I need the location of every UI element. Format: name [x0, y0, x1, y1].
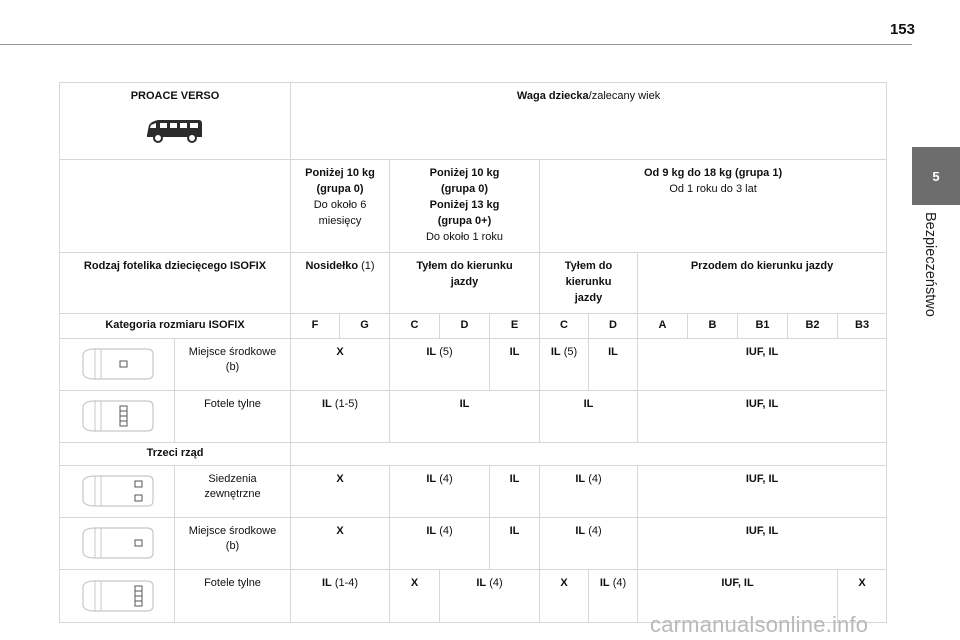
compat-value: IL	[426, 524, 437, 537]
compat-note: (4)	[585, 524, 602, 537]
table-row	[60, 465, 887, 517]
compat-cell	[390, 517, 490, 569]
watermark: carmanualsonline.info	[650, 612, 869, 637]
group-text: Poniżej 13 kg	[429, 198, 500, 211]
compat-value: IL	[550, 345, 561, 358]
compat-cell: IUF, IL	[638, 338, 887, 390]
group-text: Do około 1 roku	[425, 230, 504, 243]
seat-position-text: (b)	[225, 361, 240, 374]
compat-note: (4)	[436, 472, 453, 485]
chapter-title: Bezpieczeństwo	[922, 212, 938, 317]
compat-cell: IL	[490, 465, 540, 517]
seat-diagram-cell	[60, 517, 175, 569]
table-row	[60, 83, 887, 160]
weight-label-rest: /zalecany wiek	[588, 90, 661, 102]
compat-cell	[390, 338, 490, 390]
size-class-code: E	[490, 313, 540, 338]
seat-position-label	[175, 338, 291, 390]
compat-cell	[291, 569, 390, 622]
group-0plus-cell	[390, 160, 540, 253]
rear-facing-cell	[390, 252, 540, 313]
compat-note: (5)	[560, 345, 578, 358]
group-text: Poniżej 10 kg	[305, 167, 375, 179]
seat-position-label	[175, 465, 291, 517]
table-row	[60, 160, 887, 253]
size-class-label: Kategoria rozmiaru ISOFIX	[60, 313, 291, 338]
compat-value: IL	[575, 472, 586, 485]
compat-value: IL	[575, 524, 586, 537]
seat-position-label	[175, 517, 291, 569]
group-text: miesięcy	[318, 214, 362, 227]
compat-cell: IUF, IL	[638, 465, 887, 517]
weight-header-cell	[291, 83, 887, 160]
seat-type-label: Rodzaj fotelika dziecięcego ISOFIX	[60, 252, 291, 313]
compat-note: (5)	[436, 345, 453, 358]
size-class-code: G	[340, 313, 390, 338]
seat-diagram-cell	[60, 390, 175, 442]
header-rule	[0, 44, 912, 45]
seat-type-text: Tyłem do	[564, 259, 613, 272]
group-text: Poniżej 10 kg	[429, 167, 500, 179]
seat-type-note: (1)	[358, 259, 375, 272]
seat-type-text: jazdy	[450, 275, 479, 288]
compat-cell: IL	[589, 338, 638, 390]
table-row	[60, 442, 887, 465]
seat-diagram-cell	[60, 338, 175, 390]
compat-cell	[540, 465, 638, 517]
seat-position-text: Siedzenia	[208, 472, 257, 485]
table-row	[60, 252, 887, 313]
size-class-code: B	[688, 313, 738, 338]
empty-cell	[60, 160, 291, 253]
size-class-code: B2	[788, 313, 838, 338]
chapter-tab[interactable]	[912, 147, 960, 205]
seat-diagram-cell	[60, 465, 175, 517]
compat-cell	[291, 390, 390, 442]
table-row	[60, 338, 887, 390]
third-row-label: Trzeci rząd	[60, 442, 291, 465]
model-cell	[60, 83, 291, 160]
model-name: PROACE VERSO	[130, 90, 220, 102]
compat-cell: X	[390, 569, 440, 622]
compat-cell: X	[838, 569, 887, 622]
compat-cell	[540, 338, 589, 390]
compat-cell: IL	[390, 390, 540, 442]
group-text: (grupa 0+)	[437, 214, 492, 227]
seat-diagram-icon	[77, 578, 157, 614]
size-class-code: C	[390, 313, 440, 338]
carrycot-cell	[291, 252, 390, 313]
size-class-code: C	[540, 313, 589, 338]
empty-cell	[291, 442, 887, 465]
group-1-cell	[540, 160, 887, 253]
seat-position-text: zewnętrzne	[204, 488, 261, 501]
seat-position-label: Fotele tylne	[175, 569, 291, 622]
seat-diagram-icon	[77, 473, 157, 509]
compat-cell	[589, 569, 638, 622]
table-row	[60, 517, 887, 569]
group-text: Od 9 kg do 18 kg (grupa 1)	[643, 167, 783, 179]
compat-note: (4)	[436, 524, 453, 537]
size-class-code: D	[440, 313, 490, 338]
seat-type-text: kierunku	[565, 275, 612, 288]
compat-value: IL	[476, 576, 487, 589]
compat-value: IL	[426, 345, 437, 358]
compat-cell	[390, 465, 490, 517]
compat-value: IL	[321, 576, 332, 589]
size-class-code: F	[291, 313, 340, 338]
seat-diagram-icon	[77, 398, 157, 434]
compat-cell: IL	[490, 517, 540, 569]
compat-cell: X	[291, 465, 390, 517]
seat-position-text: Miejsce środkowe	[188, 345, 277, 358]
compat-value: IL	[426, 472, 437, 485]
compat-note: (1-5)	[331, 397, 359, 410]
compat-note: (4)	[585, 472, 602, 485]
compat-cell: IL	[540, 390, 638, 442]
group-text: (grupa 0)	[440, 182, 489, 195]
group-text: Do około 6	[313, 198, 367, 211]
seat-position-text: Miejsce środkowe	[188, 524, 277, 537]
size-class-code: B1	[738, 313, 788, 338]
compat-cell: X	[540, 569, 589, 622]
group-text: Od 1 roku do 3 lat	[669, 182, 757, 195]
group-0-cell	[291, 160, 390, 253]
compat-cell: IUF, IL	[638, 569, 838, 622]
seat-diagram-icon	[77, 525, 157, 561]
size-class-code: A	[638, 313, 688, 338]
table-row	[60, 313, 887, 338]
compat-note: (4)	[486, 576, 503, 589]
compat-value: IL	[599, 576, 610, 589]
page-number: 153	[889, 21, 915, 38]
weight-label: Waga dziecka	[516, 90, 589, 102]
seat-position-label: Fotele tylne	[175, 390, 291, 442]
compat-cell: X	[291, 338, 390, 390]
compat-cell: X	[291, 517, 390, 569]
compat-cell	[540, 517, 638, 569]
forward-facing-cell: Przodem do kierunku jazdy	[638, 252, 887, 313]
compat-note: (4)	[609, 576, 627, 589]
compat-cell: IL	[490, 338, 540, 390]
rear-facing-cell	[540, 252, 638, 313]
compat-cell: IUF, IL	[638, 517, 887, 569]
chapter-number: 5	[932, 168, 940, 184]
table-row	[60, 390, 887, 442]
compat-value: IL	[321, 397, 332, 410]
compat-cell	[440, 569, 540, 622]
seat-type-text: Tyłem do kierunku	[416, 259, 513, 272]
seat-diagram-icon	[77, 346, 157, 382]
compat-cell: IUF, IL	[638, 390, 887, 442]
isofix-table	[59, 82, 887, 623]
compat-note: (1-4)	[331, 576, 359, 589]
seat-type-text: Nosidełko	[305, 259, 359, 272]
van-side-icon	[144, 115, 206, 145]
group-text: (grupa 0)	[316, 182, 364, 195]
seat-position-text: (b)	[225, 540, 240, 553]
seat-type-text: jazdy	[574, 291, 603, 304]
size-class-code: B3	[838, 313, 887, 338]
seat-diagram-cell	[60, 569, 175, 622]
size-class-code: D	[589, 313, 638, 338]
